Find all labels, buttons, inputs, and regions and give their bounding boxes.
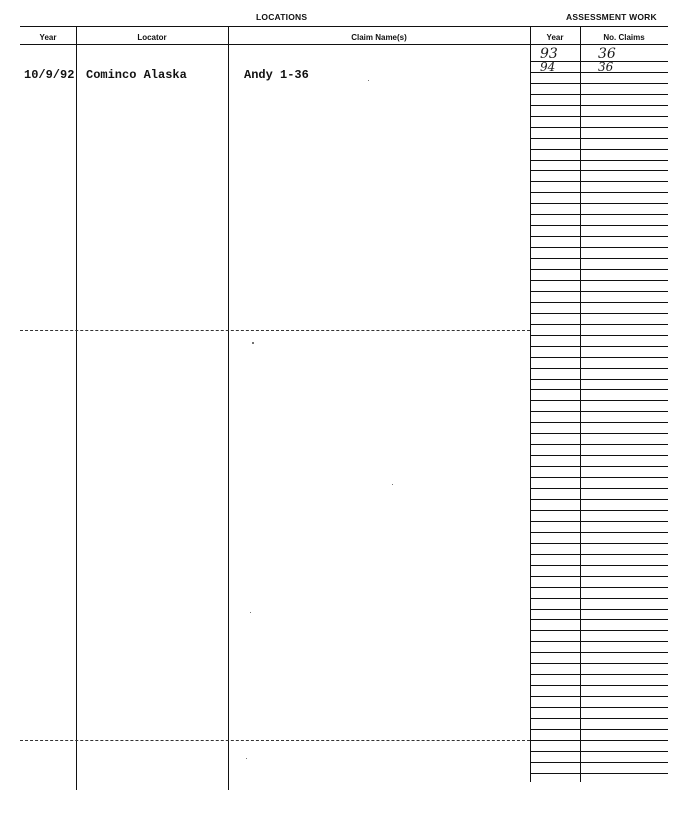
assessment-row-rule	[530, 696, 668, 697]
assessment-year-1: 93	[540, 46, 558, 62]
assessment-row-rule	[530, 707, 668, 708]
assessment-row-rule	[530, 170, 668, 171]
assessment-row-rule	[530, 149, 668, 150]
assessment-row-rule	[530, 619, 668, 620]
assessment-row-rule	[530, 138, 668, 139]
assessment-row-rule	[530, 411, 668, 412]
assessment-row-rule	[530, 587, 668, 588]
assessment-row-rule	[530, 247, 668, 248]
assessment-row-rule	[530, 192, 668, 193]
column-header-assessment-year: Year	[546, 33, 564, 42]
header-bottom-rule	[20, 44, 668, 45]
scan-speck	[252, 342, 254, 344]
assessment-row-rule	[530, 379, 668, 380]
assessment-row-rule	[530, 630, 668, 631]
scan-speck	[368, 80, 369, 81]
divider-assessment-year-claims	[580, 26, 581, 782]
assessment-row-rule	[530, 269, 668, 270]
assessment-row-rule	[530, 740, 668, 741]
divider-locator-claims	[228, 26, 229, 790]
column-header-claim-names: Claim Name(s)	[351, 33, 407, 42]
assessment-row-rule	[530, 389, 668, 390]
assessment-claims-2: 36	[598, 60, 614, 74]
divider-year-locator	[76, 26, 77, 790]
location-locator: Cominco Alaska	[86, 68, 187, 82]
assessment-row-rule	[530, 444, 668, 445]
assessment-row-rule	[530, 302, 668, 303]
assessment-row-rule	[530, 663, 668, 664]
assessment-row-rule	[530, 455, 668, 456]
assessment-row-rule	[530, 685, 668, 686]
assessment-row-rule	[530, 598, 668, 599]
assessment-row-rule	[530, 751, 668, 752]
assessment-row-rule	[530, 160, 668, 161]
assessment-row-rule	[530, 499, 668, 500]
assessment-row-rule	[530, 291, 668, 292]
column-header-locator: Locator	[137, 33, 167, 42]
assessment-row-rule	[530, 400, 668, 401]
scan-speck	[250, 612, 251, 613]
assessment-row-rule	[530, 543, 668, 544]
assessment-row-rule	[530, 576, 668, 577]
assessment-row-rule	[530, 214, 668, 215]
assessment-row-rule	[530, 181, 668, 182]
assessment-row-rule	[530, 532, 668, 533]
assessment-row-rule	[530, 718, 668, 719]
location-claim-names: Andy 1-36	[244, 68, 309, 82]
locations-title: LOCATIONS	[256, 12, 308, 22]
header-top-rule	[20, 26, 668, 27]
column-header-year: Year	[39, 33, 57, 42]
assessment-row-rule	[530, 83, 668, 84]
assessment-row-rule	[530, 61, 668, 62]
assessment-row-rule	[530, 652, 668, 653]
assessment-row-rule	[530, 510, 668, 511]
scan-speck	[246, 758, 247, 759]
scan-speck	[392, 484, 393, 485]
assessment-row-rule	[530, 609, 668, 610]
assessment-row-rule	[530, 72, 668, 73]
assessment-row-rule	[530, 203, 668, 204]
assessment-row-rule	[530, 554, 668, 555]
assessment-row-rule	[530, 346, 668, 347]
assessment-year-2: 94	[540, 60, 556, 74]
assessment-row-rule	[530, 225, 668, 226]
assessment-row-rule	[530, 280, 668, 281]
page-break-line-lower	[20, 740, 530, 741]
assessment-row-rule	[530, 729, 668, 730]
page-break-line-upper	[20, 330, 530, 331]
assessment-row-rule	[530, 324, 668, 325]
assessment-row-rule	[530, 674, 668, 675]
assessment-row-rule	[530, 258, 668, 259]
assessment-row-rule	[530, 368, 668, 369]
assessment-row-rule	[530, 773, 668, 774]
assessment-row-rule	[530, 313, 668, 314]
assessment-row-rule	[530, 641, 668, 642]
assessment-row-rule	[530, 521, 668, 522]
assessment-row-rule	[530, 422, 668, 423]
assessment-work-title: ASSESSMENT WORK	[566, 12, 657, 22]
assessment-row-rule	[530, 105, 668, 106]
assessment-row-rule	[530, 433, 668, 434]
assessment-row-rule	[530, 94, 668, 95]
assessment-row-rule	[530, 236, 668, 237]
location-year: 10/9/92	[24, 68, 75, 82]
assessment-claims-1: 36	[598, 46, 616, 62]
column-header-no-claims: No. Claims	[603, 33, 645, 42]
assessment-row-rule	[530, 357, 668, 358]
assessment-row-rule	[530, 488, 668, 489]
assessment-row-rule	[530, 477, 668, 478]
assessment-row-rule	[530, 565, 668, 566]
assessment-row-rule	[530, 116, 668, 117]
assessment-row-rule	[530, 466, 668, 467]
assessment-row-rule	[530, 762, 668, 763]
divider-claims-assessment	[530, 26, 531, 782]
assessment-row-rule	[530, 335, 668, 336]
assessment-row-rule	[530, 127, 668, 128]
